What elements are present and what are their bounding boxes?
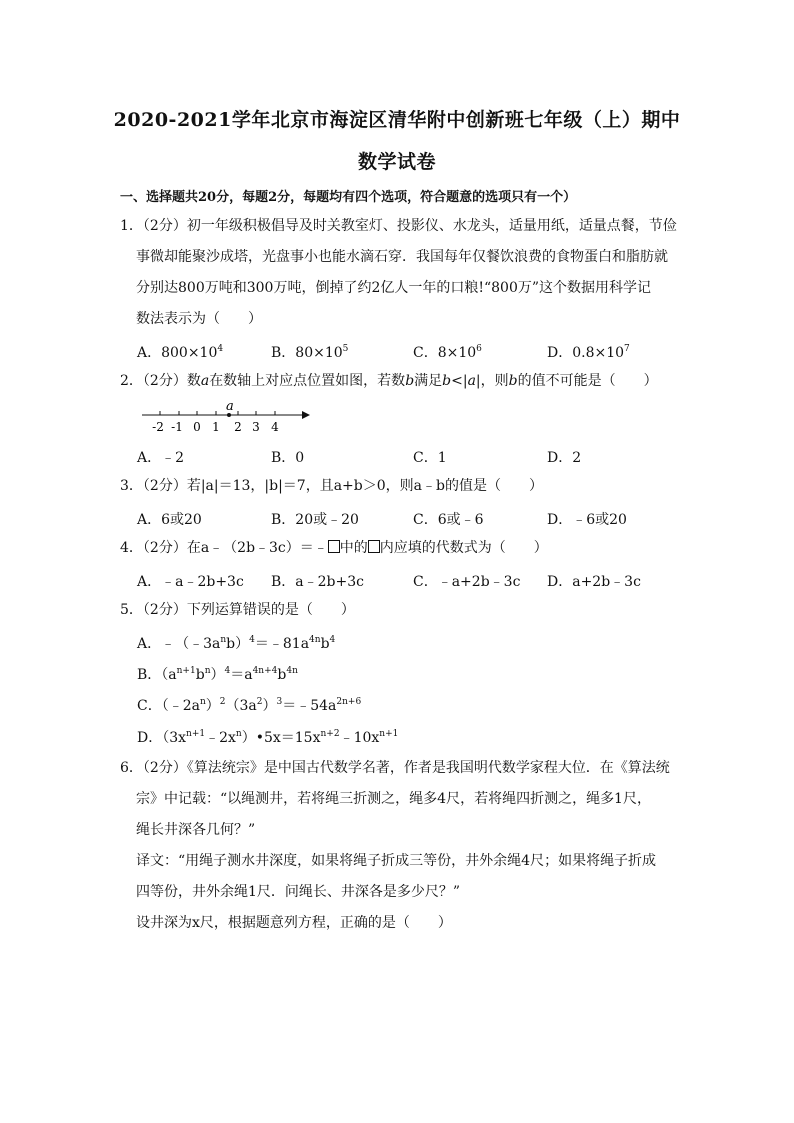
q3-option-d[interactable]: D．﹣6或20: [547, 512, 627, 528]
q1-option-b[interactable]: B．$80\times 10^5$: [271, 344, 349, 361]
q2-option-d[interactable]: D．2: [547, 450, 582, 466]
exam-title: 2020-2021学年北京市海淀区清华附中创新班七年级（上）期中: [113, 109, 681, 131]
q6-line6: 设井深为x尺，根据题意列方程，正确的是（ ）: [136, 915, 452, 931]
q6-line5: 四等份，井外余绳1尺．问绳长、井深各是多少尺？”: [136, 884, 461, 900]
q2-options: [137, 447, 697, 467]
q1-option-a[interactable]: A．$800\times 10^4$: [137, 344, 224, 361]
tick-label: 1: [212, 420, 220, 432]
q5-option-b[interactable]: B．$(a^{n+1}b^n)^4=a^{4n+4}b^{4n}$: [137, 666, 298, 683]
q5-option-c[interactable]: C．$(﹣2a^n)^2(3a^2)^3=﹣54a^{2n+6}$: [137, 697, 362, 714]
q4-option-c[interactable]: C．﹣a+2b﹣3c: [413, 574, 521, 590]
q2-option-b[interactable]: B．0: [271, 450, 305, 466]
q3-options: [137, 509, 697, 529]
q6-line4: 译文：“用绳子测水井深度，如果将绳子折成三等份，井外余绳4尺；如果将绳子折成: [136, 853, 657, 869]
tick-label: 3: [252, 420, 260, 432]
question-1: [120, 211, 680, 335]
tick-label: 0: [193, 420, 201, 432]
tick-label: -1: [171, 420, 183, 432]
tick-label: 4: [271, 420, 279, 432]
q4-option-b[interactable]: B．a﹣2b+3c: [271, 574, 364, 590]
q2-option-c[interactable]: C．1: [413, 450, 447, 466]
tick-label: 2: [234, 420, 242, 432]
q2-option-a[interactable]: A．﹣2: [137, 450, 185, 466]
q1-option-d[interactable]: D．$0.8\times 10^7$: [547, 344, 630, 361]
q5-option-d[interactable]: D．$(3x^{n+1}﹣2x^n)•5x=15x^{n+2}﹣10x^{n+1}$: [137, 729, 399, 746]
axis-point-label: a: [226, 399, 234, 414]
q3-option-c[interactable]: C．6或﹣6: [413, 512, 484, 528]
number-line-diagram: [140, 398, 320, 432]
q1-line1: 1．（2分）初一年级积极倡导及时关教室灯、投影仪、水龙头，适量用纸，适量点餐，节俭: [120, 218, 677, 234]
question-5: 5．（2分）下列运算错误的是（ ）: [120, 602, 355, 618]
q1-option-c[interactable]: C．$8\times 10^6$: [413, 344, 482, 361]
q5-option-a[interactable]: A．$﹣(﹣3a^nb)^4=﹣81a^{4n}b^4$: [137, 635, 336, 652]
blank-box: [368, 540, 380, 553]
q1-options: [137, 342, 697, 362]
blank-box: [328, 540, 340, 553]
tick-label: -2: [152, 420, 164, 432]
q3-option-a[interactable]: A．6或20: [137, 512, 202, 528]
section-heading: 一、选择题共20分，每题2分，每题均有四个选项，符合题意的选项只有一个）: [120, 190, 577, 205]
q3-option-b[interactable]: B．20或﹣20: [271, 512, 359, 528]
q4-option-a[interactable]: A．﹣a﹣2b+3c: [137, 574, 244, 590]
q6-line2: 宗》中记载：“以绳测井，若将绳三折测之，绳多4尺，若将绳四折测之，绳多1尺，: [136, 791, 651, 807]
q4-options: [137, 571, 697, 591]
q1-line4: 数法表示为（ ）: [136, 311, 262, 327]
q4-option-d[interactable]: D．a+2b﹣3c: [547, 574, 641, 590]
exam-subtitle: 数学试卷: [357, 151, 436, 173]
q1-line2: 事微却能聚沙成塔，光盘事小也能水滴石穿．我国每年仅餐饮浪费的食物蛋白和脂肪就: [136, 249, 668, 265]
q6-line3: 绳长井深各几何？”: [136, 822, 256, 838]
question-6: [120, 753, 680, 939]
question-2: 2．（2分）数a在数轴上对应点位置如图，若数b满足b<|a|，则b的值不可能是（ ）: [120, 373, 658, 389]
q1-line3: 分别达800万吨和300万吨，倒掉了约2亿人一年的口粮!“800万”这个数据用科学记: [136, 280, 652, 296]
question-3: 3．（2分）若|a|＝13，|b|＝7，且a+b＞0，则a﹣b的值是（ ）: [120, 478, 543, 494]
q6-line1: 6．（2分）《算法统宗》是中国古代数学名著，作者是我国明代数学家程大位．在《算法统: [120, 760, 670, 776]
question-4: 4．（2分）在a﹣（2b﹣3c）＝﹣ 中的 内应填的代数式为（ ）: [120, 540, 548, 556]
